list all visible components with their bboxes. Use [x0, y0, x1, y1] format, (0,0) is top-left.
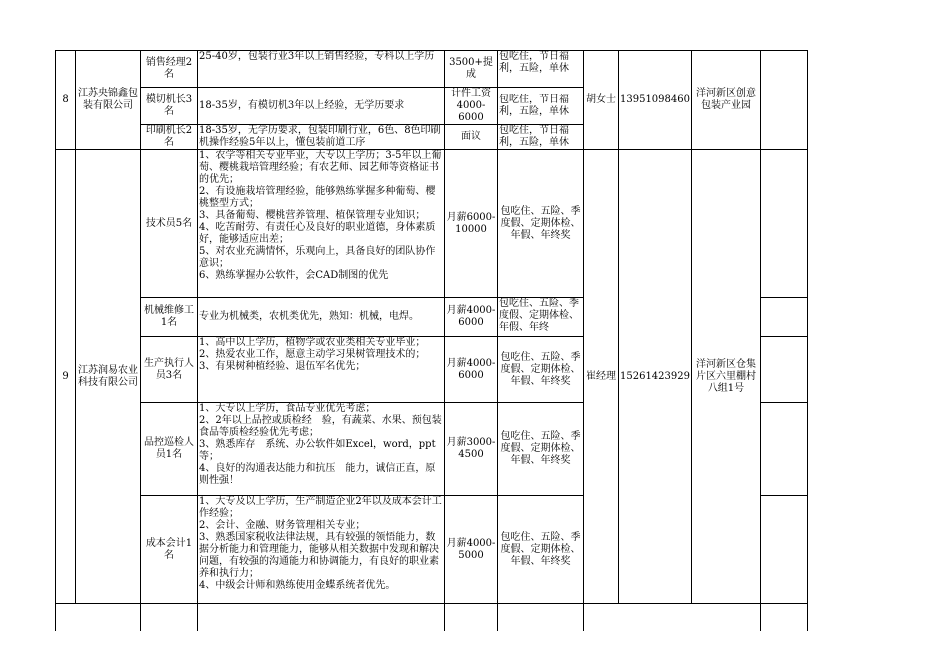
- empty-cell: [141, 604, 198, 631]
- job-title: 技术员5名: [141, 150, 198, 298]
- company-name: 江苏央锦鑫包装有限公司: [76, 51, 141, 150]
- job-requirements: 1、大专以上学历，食品专业优先考虑； 2、2年以上品控或质检经 验，有蔬菜、水果、预包装食品等质检经验优先考虑； 3、熟悉库存 系统、办公软件如Excel，word，ppt等； 4、良好的沟通表达能力和抗压 能力，诚信正直，原则性强！: [198, 403, 445, 496]
- company-number: 8: [56, 51, 76, 150]
- job-salary: 计件工资4000-6000: [445, 88, 498, 125]
- table-row: [56, 51, 808, 88]
- empty-cell: [584, 604, 761, 631]
- job-benefits: 包吃住，节日福利，五险，单休: [498, 125, 584, 150]
- empty-cell: [761, 337, 808, 403]
- contact-phone: 13951098460: [619, 51, 692, 150]
- job-requirements: 18-35岁，无学历要求，包装印刷行业，6色、8色印刷机操作经验5年以上，懂包装前道工序: [198, 125, 445, 150]
- job-requirements: 25-40岁，包装行业3年以上销售经验，专科以上学历: [198, 51, 445, 88]
- table-row: [56, 604, 808, 631]
- empty-cell: [198, 604, 445, 631]
- job-salary: 3500+提成: [445, 51, 498, 88]
- job-salary: 月薪3000-4500: [445, 403, 498, 496]
- job-title: 机械维修工1名: [141, 298, 198, 337]
- job-requirements: 18-35岁，有模切机3年以上经验，无学历要求: [198, 88, 445, 125]
- job-title: 印刷机长2名: [141, 125, 198, 150]
- company-address: 洋河新区仓集片区六里棚村八组1号: [692, 150, 761, 604]
- job-requirements: 1、大专及以上学历，生产制造企业2年以及成本会计工作经验； 2、会计、金融、财务管理相关专业； 3、熟悉国家税收法律法规，具有较强的领悟能力，数据分析能力和管理能力，能够从相关数据中发现和解决问题，有较强的沟通能力和协调能力，有良好的职业素养和执行力； 4、中级会计师和熟练使用金蝶系统者优先。: [198, 496, 445, 604]
- job-title: 品控巡检人员1名: [141, 403, 198, 496]
- job-benefits: 包吃住，节日福利，五险，单休: [498, 88, 584, 125]
- empty-cell: [445, 604, 498, 631]
- empty-cell: [761, 150, 808, 298]
- company-address: 洋河新区创意包装产业园: [692, 51, 761, 150]
- empty-cell: [761, 51, 808, 150]
- job-benefits: 包吃住、五险、季度假、定期体检、年假、年终奖: [498, 403, 584, 496]
- job-salary: 月薪4000-6000: [445, 298, 498, 337]
- contact-person: 崔经理: [584, 150, 619, 604]
- empty-cell: [56, 604, 141, 631]
- job-requirements: 1、农学等相关专业毕业，大专以上学历；3-5年以上葡萄、樱桃栽培管理经验；有农艺师、园艺师等资格证书的优先； 2、有设施栽培管理经验，能够熟练掌握多种葡萄、樱桃整型方式； 3、具备葡萄、樱桃营养管理、植保管理专业知识； 4、吃苦耐劳、有责任心及良好的职业道德，身体素质好，能够适应出差； 5、对农业充满情怀，乐观向上，具备良好的团队协作意识； 6、熟练掌握办公软件，会CAD制图的优先: [198, 150, 445, 298]
- job-benefits: 包吃住、五险、季度假、定期体检、年假、年终奖: [498, 150, 584, 298]
- job-salary: 月薪4000-5000: [445, 496, 498, 604]
- contact-phone: 15261423929: [619, 150, 692, 604]
- empty-cell: [761, 496, 808, 604]
- job-benefits: 包吃住，节日福利，五险，单休: [498, 51, 584, 88]
- contact-person: 胡女士: [584, 51, 619, 150]
- empty-cell: [498, 604, 584, 631]
- job-requirements: 专业为机械类，农机类优先，熟知：机械，电焊。: [198, 298, 445, 337]
- job-benefits: 包吃住、五险、季度假、定期体检、年假、年终奖: [498, 496, 584, 604]
- job-salary: 月薪6000-10000: [445, 150, 498, 298]
- job-title: 销售经理2名: [141, 51, 198, 88]
- job-title: 成本会计1名: [141, 496, 198, 604]
- empty-cell: [761, 298, 808, 337]
- job-salary: 面议: [445, 125, 498, 150]
- empty-cell: [761, 403, 808, 496]
- table-row: [56, 150, 808, 298]
- company-name: 江苏润易农业科技有限公司: [76, 150, 141, 604]
- job-title: 模切机长3名: [141, 88, 198, 125]
- company-number: 9: [56, 150, 76, 604]
- job-benefits: 包吃住、五险、季度假、定期体检、年假、年终奖: [498, 337, 584, 403]
- empty-cell: [761, 604, 808, 631]
- job-requirements: 1、高中以上学历，植物学或农业类相关专业毕业； 2、热爱农业工作，愿意主动学习果树管理技术的； 3、有果树种植经验、退伍军名优先；: [198, 337, 445, 403]
- job-title: 生产执行人员3名: [141, 337, 198, 403]
- job-benefits: 包吃住、五险、季度假、定期体检、年假、年终: [498, 298, 584, 337]
- job-salary: 月薪4000-6000: [445, 337, 498, 403]
- job-listing-table: [55, 50, 808, 631]
